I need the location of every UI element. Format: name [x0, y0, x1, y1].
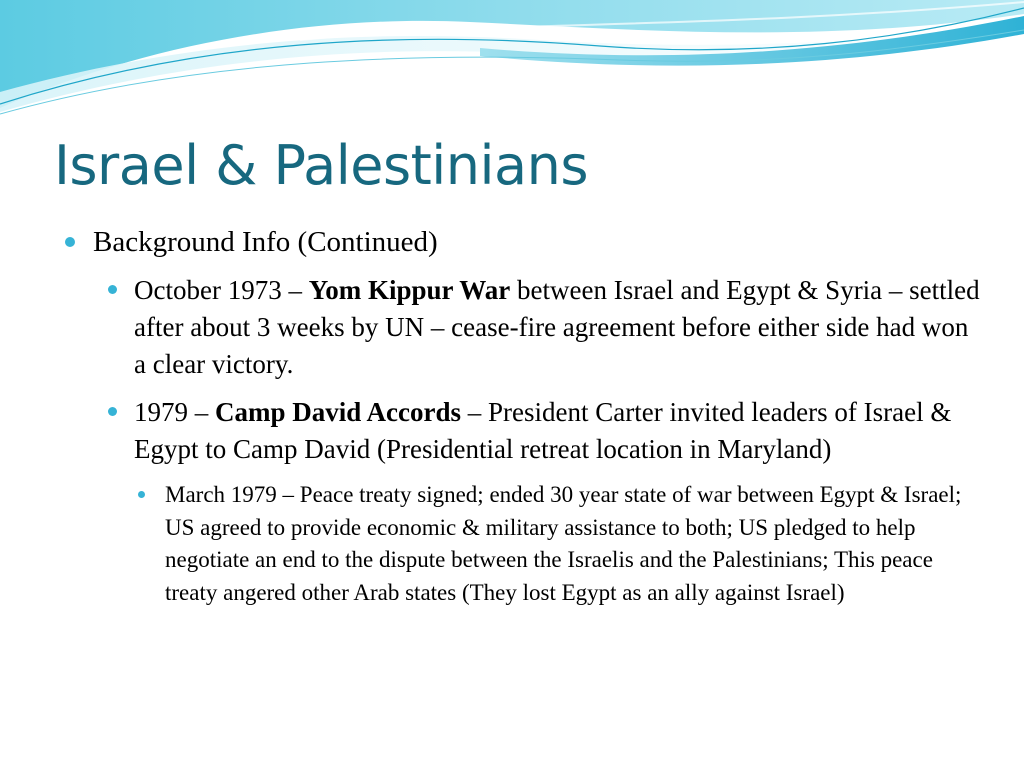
- bullet-rest-text: – President Carter invited leaders of Israel & Egypt to Camp David (Presidential retreat location in Maryland): [134, 397, 952, 464]
- bullet-lead-text: 1979 –: [134, 397, 215, 427]
- sub-bullet-peace-treaty: [132, 479, 980, 609]
- bullet-level1-text: Background Info (Continued): [93, 226, 438, 258]
- bullet-dot-icon: [108, 407, 117, 416]
- slide-title: Israel & Palestinians: [54, 134, 588, 197]
- bullet-bold-text: Yom Kippur War: [308, 275, 511, 305]
- wave-header-decoration: [0, 0, 1024, 130]
- bullet-yom-kippur-war: [101, 272, 980, 383]
- bullet-dot-icon: [138, 491, 145, 498]
- slide-content: [60, 224, 980, 609]
- bullet-bold-text: Camp David Accords: [215, 397, 462, 427]
- bullet-lead-text: October 1973 –: [134, 275, 309, 305]
- bullet-level1: [60, 224, 980, 260]
- bullet-camp-david-accords: [101, 394, 980, 468]
- bullet-dot-icon: [108, 285, 117, 294]
- sub-bullet-text: March 1979 – Peace treaty signed; ended 30 year state of war between Egypt & Israel; US agreed to provide economic & military assistance to both; US pledged to help negotiate an end to the dispute between the Israelis and the Palestinians; This peace treaty angered other Arab states (They lost Egypt as an ally against Israel): [165, 482, 962, 605]
- bullet-rest-text: between Israel and Egypt & Syria – settled after about 3 weeks by UN – cease-fire agreement before either side had won a clear victory.: [134, 275, 980, 379]
- bullet-dot-icon: [65, 237, 75, 247]
